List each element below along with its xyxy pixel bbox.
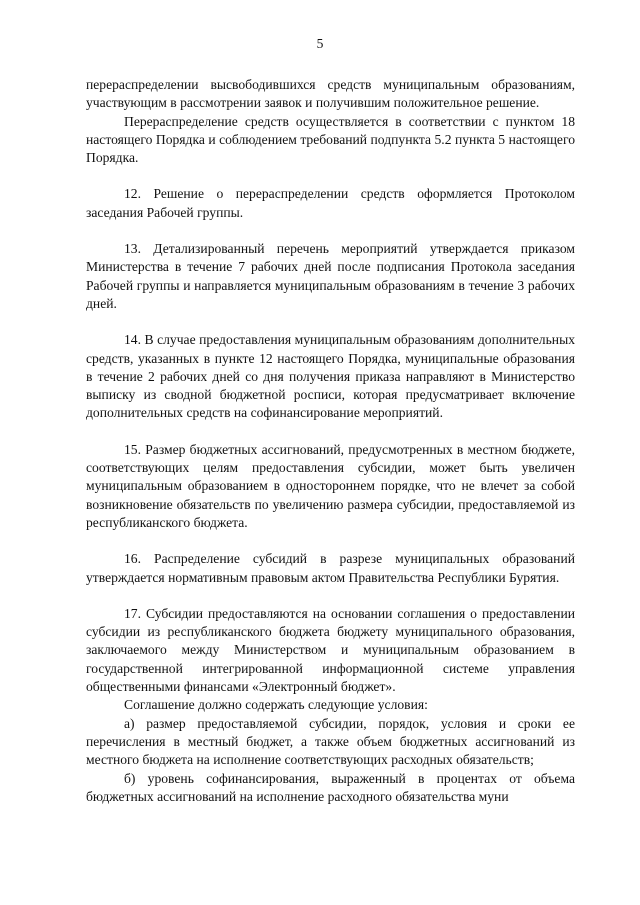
paragraph-condition-b: б) уровень софинансирования, выраженный в процентах от объема бюджетных ассигнований на исполнение расходного обязательства муни: [86, 770, 575, 804]
paragraph-item-14: 14. В случае предоставления муниципальным образованиям дополнительных средств, указанных в пункте 12 настоящего Порядка, муниципальные образования в течение 2 рабочих дней со дня получения приказа направляют в Министерство выписку из сводной бюджетной росписи, которая предусматривает включение дополнительных средств на софинансирование мероприятий.: [86, 332, 575, 421]
paragraph-item-17: 17. Субсидии предоставляются на основании соглашения о предоставлении субсидии из республиканского бюджета бюджету муниципального образования, заключаемого между Министерством и муниципальным образованием в государственной интегрированной информационной системе управления общественными финансами «Электронный бюджет».: [86, 605, 575, 695]
paragraph-item-15: 15. Размер бюджетных ассигнований, предусмотренных в местном бюджете, соответствующих целям предоставления субсидии, может быть увеличен муниципальным образованием в одностороннем порядке, что не влечет за собой возникновение обязательств по увеличению размера субсидии, предоставляемой из республиканского бюджета.: [86, 441, 575, 530]
paragraph-redistribution: Перераспределение средств осуществляется в соответствии с пунктом 18 настоящего Порядка и соблюдением требований подпункта 5.2 пункта 5 настоящего Порядка.: [86, 113, 575, 166]
page-number: 5: [316, 36, 324, 51]
paragraph-item-12: 12. Решение о перераспределении средств оформляется Протоколом заседания Рабочей группы.: [86, 186, 575, 220]
document-body: [86, 76, 575, 806]
paragraph-item-16: 16. Распределение субсидий в разрезе муниципальных образований утверждается нормативным правовым актом Правительства Республики Бурятия.: [86, 551, 575, 585]
paragraph-agreement-conditions: Соглашение должно содержать следующие условия:: [124, 697, 428, 713]
paragraph-continuation: перераспределении высвободившихся средств муниципальным образованиям, участвующим в рассмотрении заявок и получившим положительное решение.: [86, 77, 575, 111]
paragraph-item-13: 13. Детализированный перечень мероприятий утверждается приказом Министерства в течение 7 рабочих дней после подписания Протокола заседания Рабочей группы и направляется муниципальным образованиям в течение 3 рабочих дней.: [86, 241, 575, 311]
paragraph-condition-a: а) размер предоставляемой субсидии, порядок, условия и сроки ее перечисления в местный бюджет, а также объем бюджетных ассигнований из местного бюджета на исполнение соответствующих расходных обязательств;: [86, 715, 575, 768]
